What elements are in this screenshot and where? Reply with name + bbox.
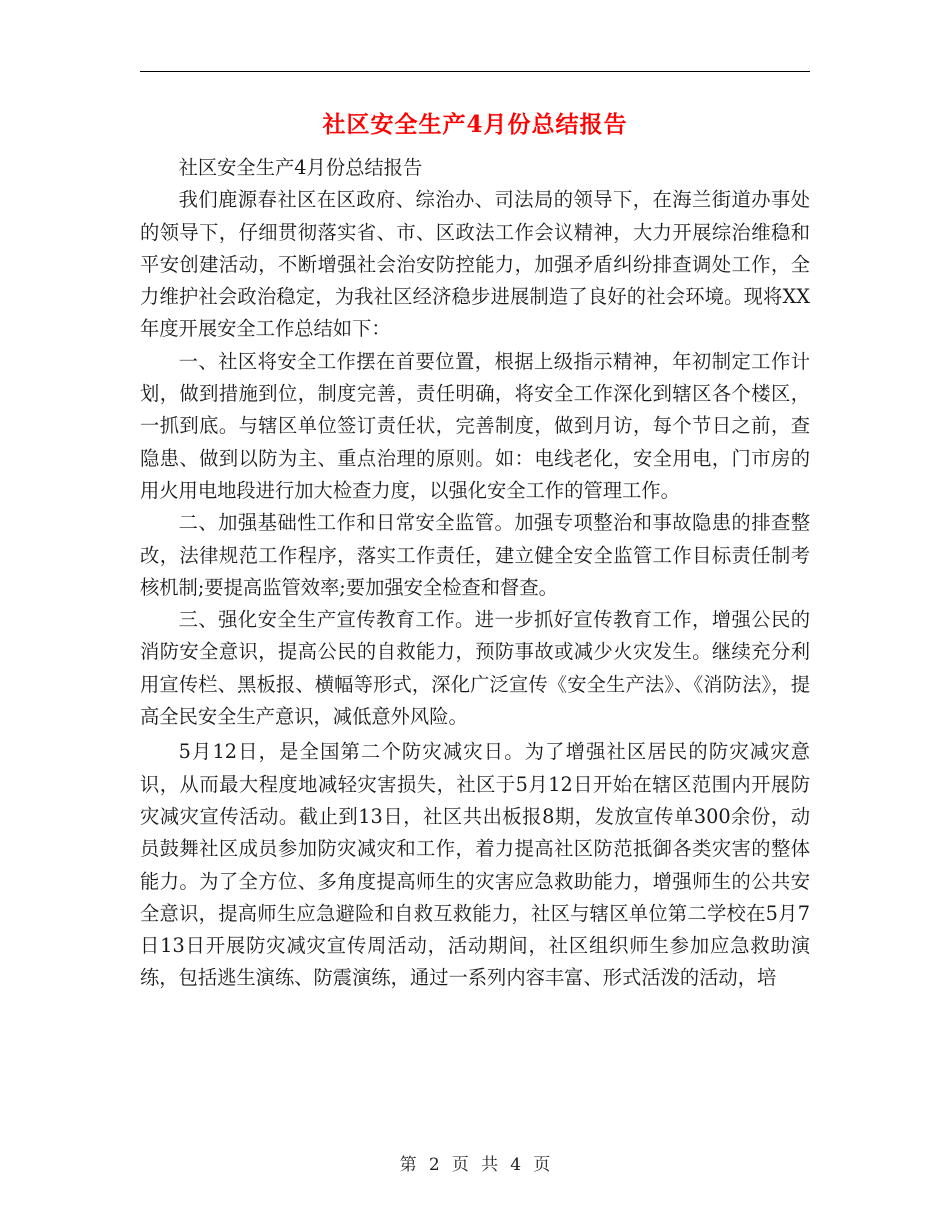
body-paragraph-subtitle: 社区安全生产4月份总结报告 xyxy=(178,156,423,179)
document-body xyxy=(140,152,810,995)
document-title: 社区安全生产4月份总结报告 xyxy=(322,111,628,138)
body-paragraph-intro: 我们鹿源春社区在区政府、综治办、司法局的领导下，在海兰街道办事处的领导下，仔细贯彻落实省、市、区政法工作会议精神，大力开展综治维稳和平安创建活动，不断增强社会治安防控能力，加强矛盾纠纷排查调处工作，全力维护社会政治稳定，为我社区经济稳步进展制造了良好的社会环境。现将XX年度开展安全工作总结如下： xyxy=(140,188,810,341)
body-paragraph-section-3: 三、强化安全生产宣传教育工作。进一步抓好宣传教育工作，增强公民的消防安全意识，提高公民的自救能力，预防事故或减少火灾发生。继续充分利用宣传栏、黑板报、横幅等形式，深化广泛宣传《安全生产法》、《消防法》，提高全民安全生产意识，减低意外风险。 xyxy=(140,608,810,729)
page-footer: 第 2 页 共 4 页 xyxy=(399,1155,551,1175)
body-paragraph-disaster-day: 5月12日，是全国第二个防灾减灾日。为了增强社区居民的防灾减灾意识，从而最大程度地减轻灾害损失，社区于5月12日开始在辖区范围内开展防灾减灾宣传活动。截止到13日，社区共出板报8期，发放宣传单300余份，动员鼓舞社区成员参加防灾减灾和工作，着力提高社区防范抵御各类灾害的整体能力。为了全方位、多角度提高师生的灾害应急救助能力，增强师生的公共安全意识，提高师生应急避险和自救互救能力，社区与辖区单位第二学校在5月7日13日开展防灾减灾宣传周活动，活动期间，社区组织师生参加应急救助演练，包括逃生演练、防震演练，通过一系列内容丰富、形式活泼的活动，培 xyxy=(140,740,810,990)
body-paragraph-section-2: 二、加强基础性工作和日常安全监管。加强专项整治和事故隐患的排查整改，法律规范工作程序，落实工作责任，建立健全安全监管工作目标责任制考核机制;要提高监管效率;要加强安全检查和督查。 xyxy=(140,511,810,599)
header-rule xyxy=(140,71,810,72)
body-paragraph-section-1: 一、社区将安全工作摆在首要位置，根据上级指示精神，年初制定工作计划，做到措施到位，制度完善，责任明确，将安全工作深化到辖区各个楼区，一抓到底。与辖区单位签订责任状，完善制度，做到月访，每个节日之前，查隐患、做到以防为主、重点治理的原则。如：电线老化，安全用电，门市房的用火用电地段进行加大检查力度，以强化安全工作的管理工作。 xyxy=(140,349,810,502)
